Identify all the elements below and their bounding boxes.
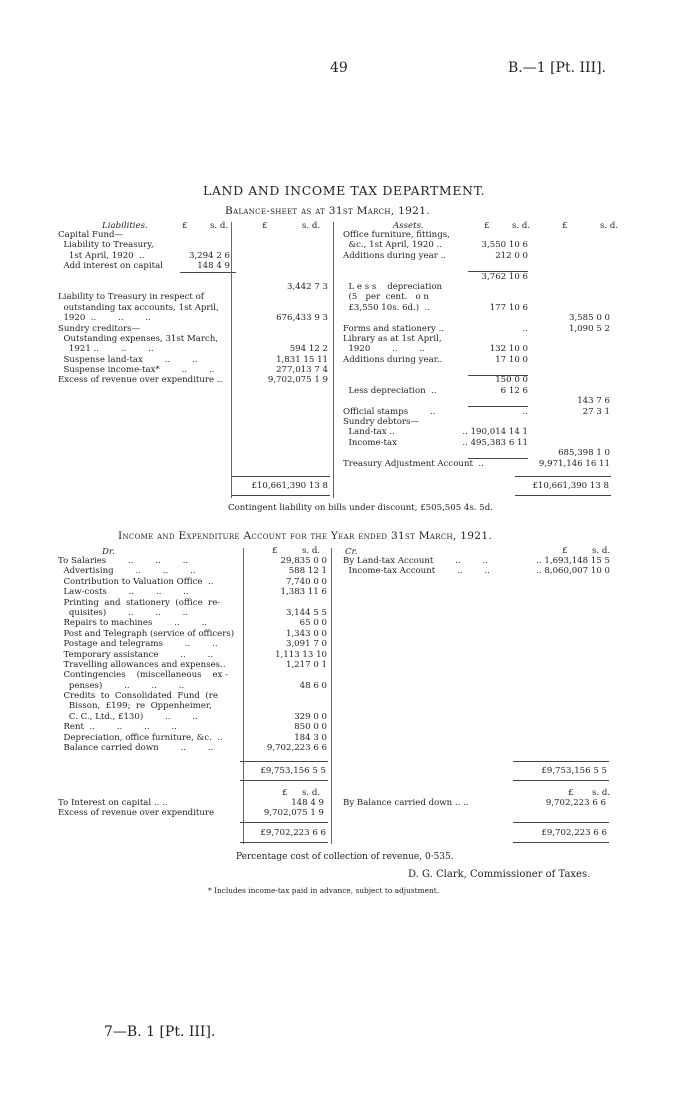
- expenditure-amount: 1,113 13 10: [275, 649, 327, 660]
- asset-inner-amount: 3,550 10 6: [481, 240, 528, 251]
- asset-inner-amount: 6 12 6: [500, 385, 528, 396]
- expenditure-line: Contingencies (miscellaneous ex -: [58, 670, 229, 681]
- expenditure-line: penses) .. .. ..: [58, 680, 185, 691]
- cr-heading: Cr.: [345, 547, 358, 557]
- liabilities-outer-values: [232, 230, 328, 386]
- income-amount: .. 1,693,148 15 5: [536, 556, 610, 566]
- asset-inner-amount: 132 10 0: [489, 344, 528, 355]
- liab-currency-1: £: [182, 221, 188, 231]
- balance-carried-down-value: 9,702,223 6 6: [545, 798, 606, 808]
- footnote: * Includes income-tax paid in advance, subject to adjustment.: [208, 886, 440, 895]
- liability-amount: 1,831 15 11: [276, 354, 328, 365]
- expenditure-amount: 9,702,223 6 6: [266, 743, 327, 754]
- cr-total-rule-top: [513, 761, 609, 762]
- expenditure-line: Balance carried down .. ..: [58, 743, 214, 754]
- liability-line: 1920 .. .. ..: [58, 313, 151, 324]
- expenditure-line: C. C., Ltd., £130) .. ..: [58, 711, 198, 722]
- asset-currency-3: £: [562, 221, 568, 231]
- asset-total-rule-bottom: [515, 495, 611, 496]
- expenditure-amount: 7,740 0 0: [285, 576, 327, 587]
- asset-inner-amount: .. 190,014 14 1: [462, 427, 528, 438]
- expenditure-line: Repairs to machines .. ..: [58, 618, 208, 629]
- second-cr-total: £9,702,223 6 6: [541, 828, 607, 838]
- asset-line: Income-tax: [343, 437, 397, 448]
- expenditure-line: Printing and stationery (office re-: [58, 597, 221, 608]
- liability-amount: 594 12 2: [289, 344, 328, 355]
- liability-amount: 9,702,075 1 9: [267, 375, 328, 386]
- expenditure-amount: 1,217 0 1: [285, 659, 327, 670]
- asset-line: Land-tax ..: [343, 427, 395, 438]
- liab-currency-4: s. d.: [302, 221, 321, 231]
- asset-line: Library as at 1st April,: [343, 333, 442, 344]
- liability-line: Capital Fund—: [58, 230, 124, 240]
- expenditure-amount: 329 0 0: [294, 711, 327, 722]
- asset-line: &c., 1st April, 1920 ..: [343, 240, 443, 251]
- asset-line: (5 per cent. o n: [343, 292, 429, 303]
- asset-line: L e s s depreciation: [343, 281, 443, 292]
- asset-total-rule-top: [515, 476, 611, 477]
- excess-revenue-label: Excess of revenue over expenditure: [58, 808, 215, 818]
- liability-line: Outstanding expenses, 31st March,: [58, 333, 219, 344]
- department-title: LAND AND INCOME TAX DEPARTMENT.: [203, 183, 486, 198]
- expenditure-line: Temporary assistance .. ..: [58, 649, 214, 660]
- asset-line: Forms and stationery ..: [343, 323, 445, 334]
- liability-amount: 676,433 9 3: [276, 313, 328, 324]
- asset-amount: 143 7 6: [577, 396, 610, 407]
- cr-items-column: [343, 556, 523, 577]
- liability-amount: 277,013 7 4: [276, 365, 328, 376]
- income-line: By Land-tax Account .. ..: [343, 556, 488, 566]
- liability-line: Suspense income-tax* .. ..: [58, 365, 215, 376]
- expenditure-line: quisites) .. .. ..: [58, 607, 189, 618]
- liab-inner-rule: [180, 272, 236, 273]
- document-reference: B.—1 [Pt. III].: [508, 60, 607, 76]
- asset-currency-4: s. d.: [600, 221, 619, 231]
- liab-currency-3: £: [262, 221, 268, 231]
- income-center-divider: [331, 548, 332, 844]
- asset-inner-rule-2: [468, 375, 528, 376]
- liability-line: 1st April, 1920 ..: [58, 250, 145, 261]
- asset-inner-amount: 177 10 6: [489, 302, 528, 313]
- expenditure-line: To Salaries .. .. ..: [58, 556, 189, 566]
- liability-inner-amount: 3,294 2 6: [188, 250, 230, 261]
- asset-inner-rule-3: [468, 406, 528, 407]
- excess-revenue-value: 9,702,075 1 9: [263, 808, 324, 818]
- cr-total-rule-bottom: [513, 780, 609, 781]
- dr-items-column: [58, 556, 248, 753]
- expenditure-line: Contribution to Valuation Office ..: [58, 576, 214, 587]
- second-dr-total: £9,702,223 6 6: [260, 828, 326, 838]
- commissioner-signature: D. G. Clark, Commissioner of Taxes.: [408, 869, 591, 880]
- second-cr-rule-bottom: [513, 842, 609, 843]
- liability-line: Liability to Treasury in respect of: [58, 292, 204, 303]
- second-cr-rule-top: [513, 822, 609, 823]
- footer-mark: 7—B. 1 [Pt. III].: [104, 1024, 216, 1040]
- liability-line: Add interest on capital: [58, 261, 163, 272]
- asset-line: Additions during year..: [343, 354, 443, 365]
- expenditure-amount: 3,091 7 0: [285, 639, 327, 650]
- income-amount: .. 8,060,007 10 0: [536, 566, 610, 577]
- second-dr-rule-top: [240, 822, 328, 823]
- balance-carried-down-label: By Balance carried down .. ..: [343, 798, 469, 808]
- asset-inner-amount: .. 495,383 6 11: [462, 437, 528, 448]
- interest-on-capital-value: 148 4 9: [291, 798, 324, 808]
- assets-inner-values: [440, 230, 528, 469]
- cr-values-column: [510, 556, 610, 577]
- expenditure-line: Advertising .. .. ..: [58, 566, 196, 577]
- percentage-note: Percentage cost of collection of revenue, 0·535.: [236, 852, 454, 862]
- income-account-title: Income and Expenditure Account for the Year ended 31st March, 1921.: [118, 530, 493, 542]
- asset-inner-amount: 3,762 10 6: [481, 271, 528, 282]
- expenditure-line: Post and Telegraph (service of officers): [58, 628, 235, 639]
- expenditure-amount: 65 0 0: [299, 618, 327, 629]
- expenditure-line: Law-costs .. .. ..: [58, 587, 189, 598]
- expenditure-line: Depreciation, office furniture, &c. ..: [58, 732, 223, 743]
- asset-line: £3,550 10s. 6d.) ..: [343, 302, 431, 313]
- balance-sheet-title: Balance-sheet as at 31st March, 1921.: [225, 205, 430, 217]
- expenditure-amount: 184 3 0: [294, 732, 327, 743]
- dr-total: £9,753,156 5 5: [260, 766, 326, 776]
- asset-inner-rule-4: [468, 458, 528, 459]
- expenditure-line: Credits to Consolidated Fund (re: [58, 691, 218, 702]
- assets-total: £10,661,390 13 8: [532, 481, 609, 491]
- liab-currency-2: s. d.: [210, 221, 229, 231]
- expenditure-amount: 1,383 11 6: [280, 587, 327, 598]
- liabilities-inner-values: [150, 230, 230, 386]
- asset-amount: 685,398 1 0: [558, 448, 610, 459]
- balance-sheet-center-divider: [333, 222, 334, 498]
- liability-amount: 3,442 7 3: [286, 281, 328, 292]
- liability-line: outstanding tax accounts, 1st April,: [58, 302, 219, 313]
- liability-line: Excess of revenue over expenditure ..: [58, 375, 223, 386]
- cr-total: £9,753,156 5 5: [541, 766, 607, 776]
- asset-inner-amount: 212 0 0: [495, 250, 528, 261]
- asset-line: Official stamps ..: [343, 406, 436, 417]
- asset-currency-1: £: [484, 221, 490, 231]
- second-dr-currency-1: £: [282, 788, 288, 798]
- expenditure-amount: 29,835 0 0: [280, 556, 327, 566]
- dr-currency-2: s. d.: [302, 546, 321, 556]
- asset-currency-2: s. d.: [512, 221, 531, 231]
- second-cr-currency-1: £: [568, 788, 574, 798]
- liab-total-rule-top: [232, 476, 330, 477]
- asset-line: Treasury Adjustment Account ..: [343, 458, 484, 469]
- interest-on-capital-label: To Interest on capital .. ..: [58, 798, 168, 808]
- second-dr-currency-2: s. d.: [302, 788, 321, 798]
- asset-line: Sundry debtors—: [343, 417, 419, 428]
- asset-inner-amount: 150 0 0: [495, 375, 528, 386]
- asset-inner-amount: ..: [522, 406, 528, 417]
- expenditure-amount: 850 0 0: [294, 722, 327, 733]
- expenditure-amount: 588 12 1: [288, 566, 327, 577]
- liability-line: 1921 .. .. ..: [58, 344, 154, 355]
- expenditure-amount: 48 6 0: [299, 680, 327, 691]
- second-cr-currency-2: s. d.: [592, 788, 611, 798]
- second-dr-rule-bottom: [240, 842, 328, 843]
- asset-amount: 27 3 1: [582, 406, 610, 417]
- liabilities-heading: Liabilities.: [102, 221, 148, 231]
- liability-inner-amount: 148 4 9: [197, 261, 230, 272]
- expenditure-amount: 1,343 0 0: [285, 628, 327, 639]
- income-line: Income-tax Account .. ..: [343, 566, 490, 577]
- asset-line: 1920 .. ..: [343, 344, 425, 355]
- asset-line: Office furniture, fittings,: [343, 230, 450, 240]
- dr-values-column: [240, 556, 327, 753]
- asset-inner-rule-1: [468, 271, 528, 272]
- liability-line: Sundry creditors—: [58, 323, 141, 334]
- expenditure-line: Postage and telegrams .. ..: [58, 639, 218, 650]
- asset-amount: 9,971,146 16 11: [538, 458, 610, 469]
- assets-heading: Assets.: [393, 221, 424, 231]
- dr-total-rule-top: [240, 761, 328, 762]
- contingent-liability-note: Contingent liability on bills under discount, £505,505 4s. 5d.: [228, 503, 493, 513]
- expenditure-amount: 3,144 5 5: [285, 607, 327, 618]
- balance-sheet-left-divider: [231, 222, 232, 498]
- dr-currency-1: £: [272, 546, 278, 556]
- liabilities-total: £10,661,390 13 8: [251, 481, 328, 491]
- asset-inner-amount: 17 10 0: [495, 354, 528, 365]
- expenditure-line: Bisson, £199; re Oppenheimer,: [58, 701, 212, 712]
- asset-amount: 3,585 0 0: [568, 313, 610, 324]
- cr-currency-1: £: [562, 546, 568, 556]
- assets-outer-values: [518, 230, 610, 469]
- page-number: 49: [330, 60, 348, 76]
- expenditure-line: Travelling allowances and expenses..: [58, 659, 226, 670]
- cr-currency-2: s. d.: [592, 546, 611, 556]
- asset-inner-amount: ..: [522, 323, 528, 334]
- expenditure-line: Rent .. .. .. ..: [58, 722, 177, 733]
- liability-line: Liability to Treasury,: [58, 240, 154, 251]
- dr-total-rule-bottom: [240, 780, 328, 781]
- asset-line: Less depreciation ..: [343, 385, 437, 396]
- asset-line: Additions during year ..: [343, 250, 447, 261]
- dr-heading: Dr.: [102, 547, 115, 557]
- liability-line: Suspense land-tax .. ..: [58, 354, 198, 365]
- asset-amount: 1,090 5 2: [568, 323, 610, 334]
- liab-total-rule-bottom: [232, 495, 330, 496]
